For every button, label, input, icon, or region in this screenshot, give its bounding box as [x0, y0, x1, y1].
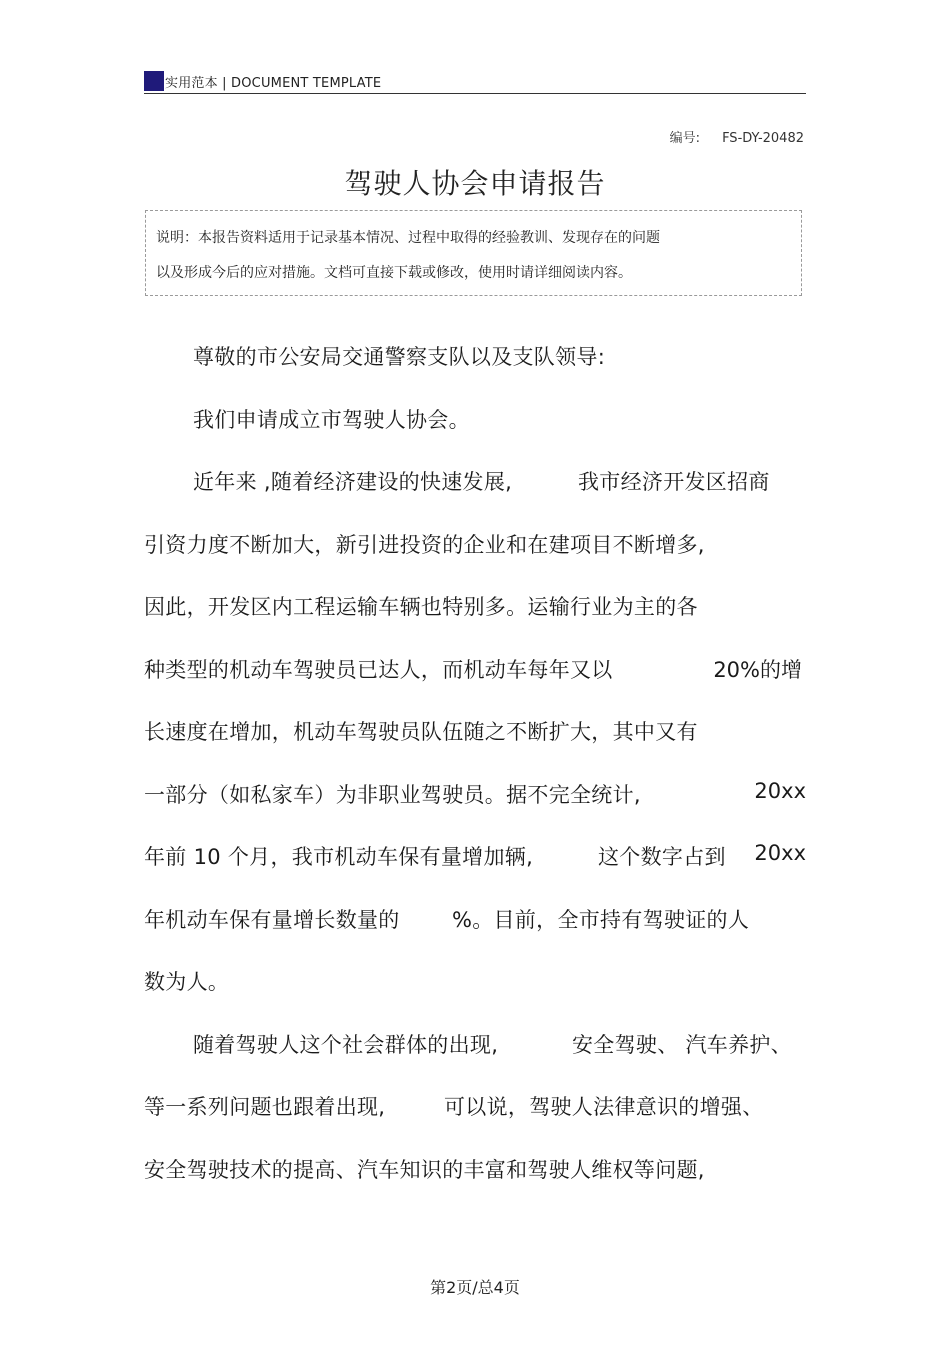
body-line-5: 因此，开发区内工程运输车辆也特别多。运输行业为主的各: [144, 595, 698, 619]
body-line-10b: %。目前，全市持有驾驶证的人: [452, 908, 750, 932]
body-line-7: 长速度在增加，机动车驾驶员队伍随之不断扩大，其中又有: [144, 720, 698, 744]
page-header: [144, 70, 806, 94]
body-line-9a: 年前 10 个月，我市机动车保有量增加辆,: [144, 845, 534, 869]
body-line-10a: 年机动车保有量增长数量的: [144, 908, 400, 932]
page-title: 驾驶人协会申请报告: [344, 167, 606, 200]
body-line-12b: 安全驾驶、 汽车养护、: [572, 1033, 792, 1057]
description-line-2: 以及形成今后的应对措施。文档可直接下载或修改，使用时请详细阅读内容。: [156, 265, 632, 281]
body-line-4: 引资力度不断加大，新引进投资的企业和在建项目不断增多,: [144, 533, 705, 557]
body-line-3b: 我市经济开发区招商: [578, 470, 770, 494]
body-line-2: 我们申请成立市驾驶人协会。: [193, 408, 470, 432]
body-line-13b: 可以说，驾驶人法律意识的增强、: [444, 1095, 764, 1119]
body-line-1: 尊敬的市公安局交通警察支队以及支队领导:: [193, 345, 606, 369]
document-number-value: FS-DY-20482: [722, 131, 804, 146]
body-line-3a: 近年来 ,随着经济建设的快速发展,: [193, 470, 513, 494]
body-line-6a: 种类型的机动车驾驶员已达人，而机动车每年又以: [144, 658, 613, 682]
header-label: 实用范本 | DOCUMENT TEMPLATE: [165, 76, 382, 91]
description-box: [145, 210, 802, 296]
body-line-9c: 20xx: [754, 841, 806, 865]
body-line-8b: 20xx: [754, 779, 806, 803]
document-number: [670, 127, 804, 146]
body-line-13a: 等一系列问题也跟着出现,: [144, 1095, 386, 1119]
body-line-9b: 这个数字占到: [598, 845, 726, 869]
body-line-6b: 20%的增: [713, 658, 802, 682]
description-line-1: 说明：本报告资料适用于记录基本情况、过程中取得的经验教训、发现存在的问题: [156, 230, 660, 246]
body-line-11: 数为人。: [144, 970, 230, 994]
header-logo-square: [144, 71, 164, 91]
body-line-14: 安全驾驶技术的提高、汽车知识的丰富和驾驶人维权等问题,: [144, 1158, 705, 1182]
body-line-8a: 一部分（如私家车）为非职业驾驶员。据不完全统计,: [144, 783, 641, 807]
page-indicator: 第2页/总4页: [430, 1278, 520, 1297]
body-line-12a: 随着驾驶人这个社会群体的出现,: [193, 1033, 499, 1057]
document-number-label: 编号:: [669, 131, 701, 146]
